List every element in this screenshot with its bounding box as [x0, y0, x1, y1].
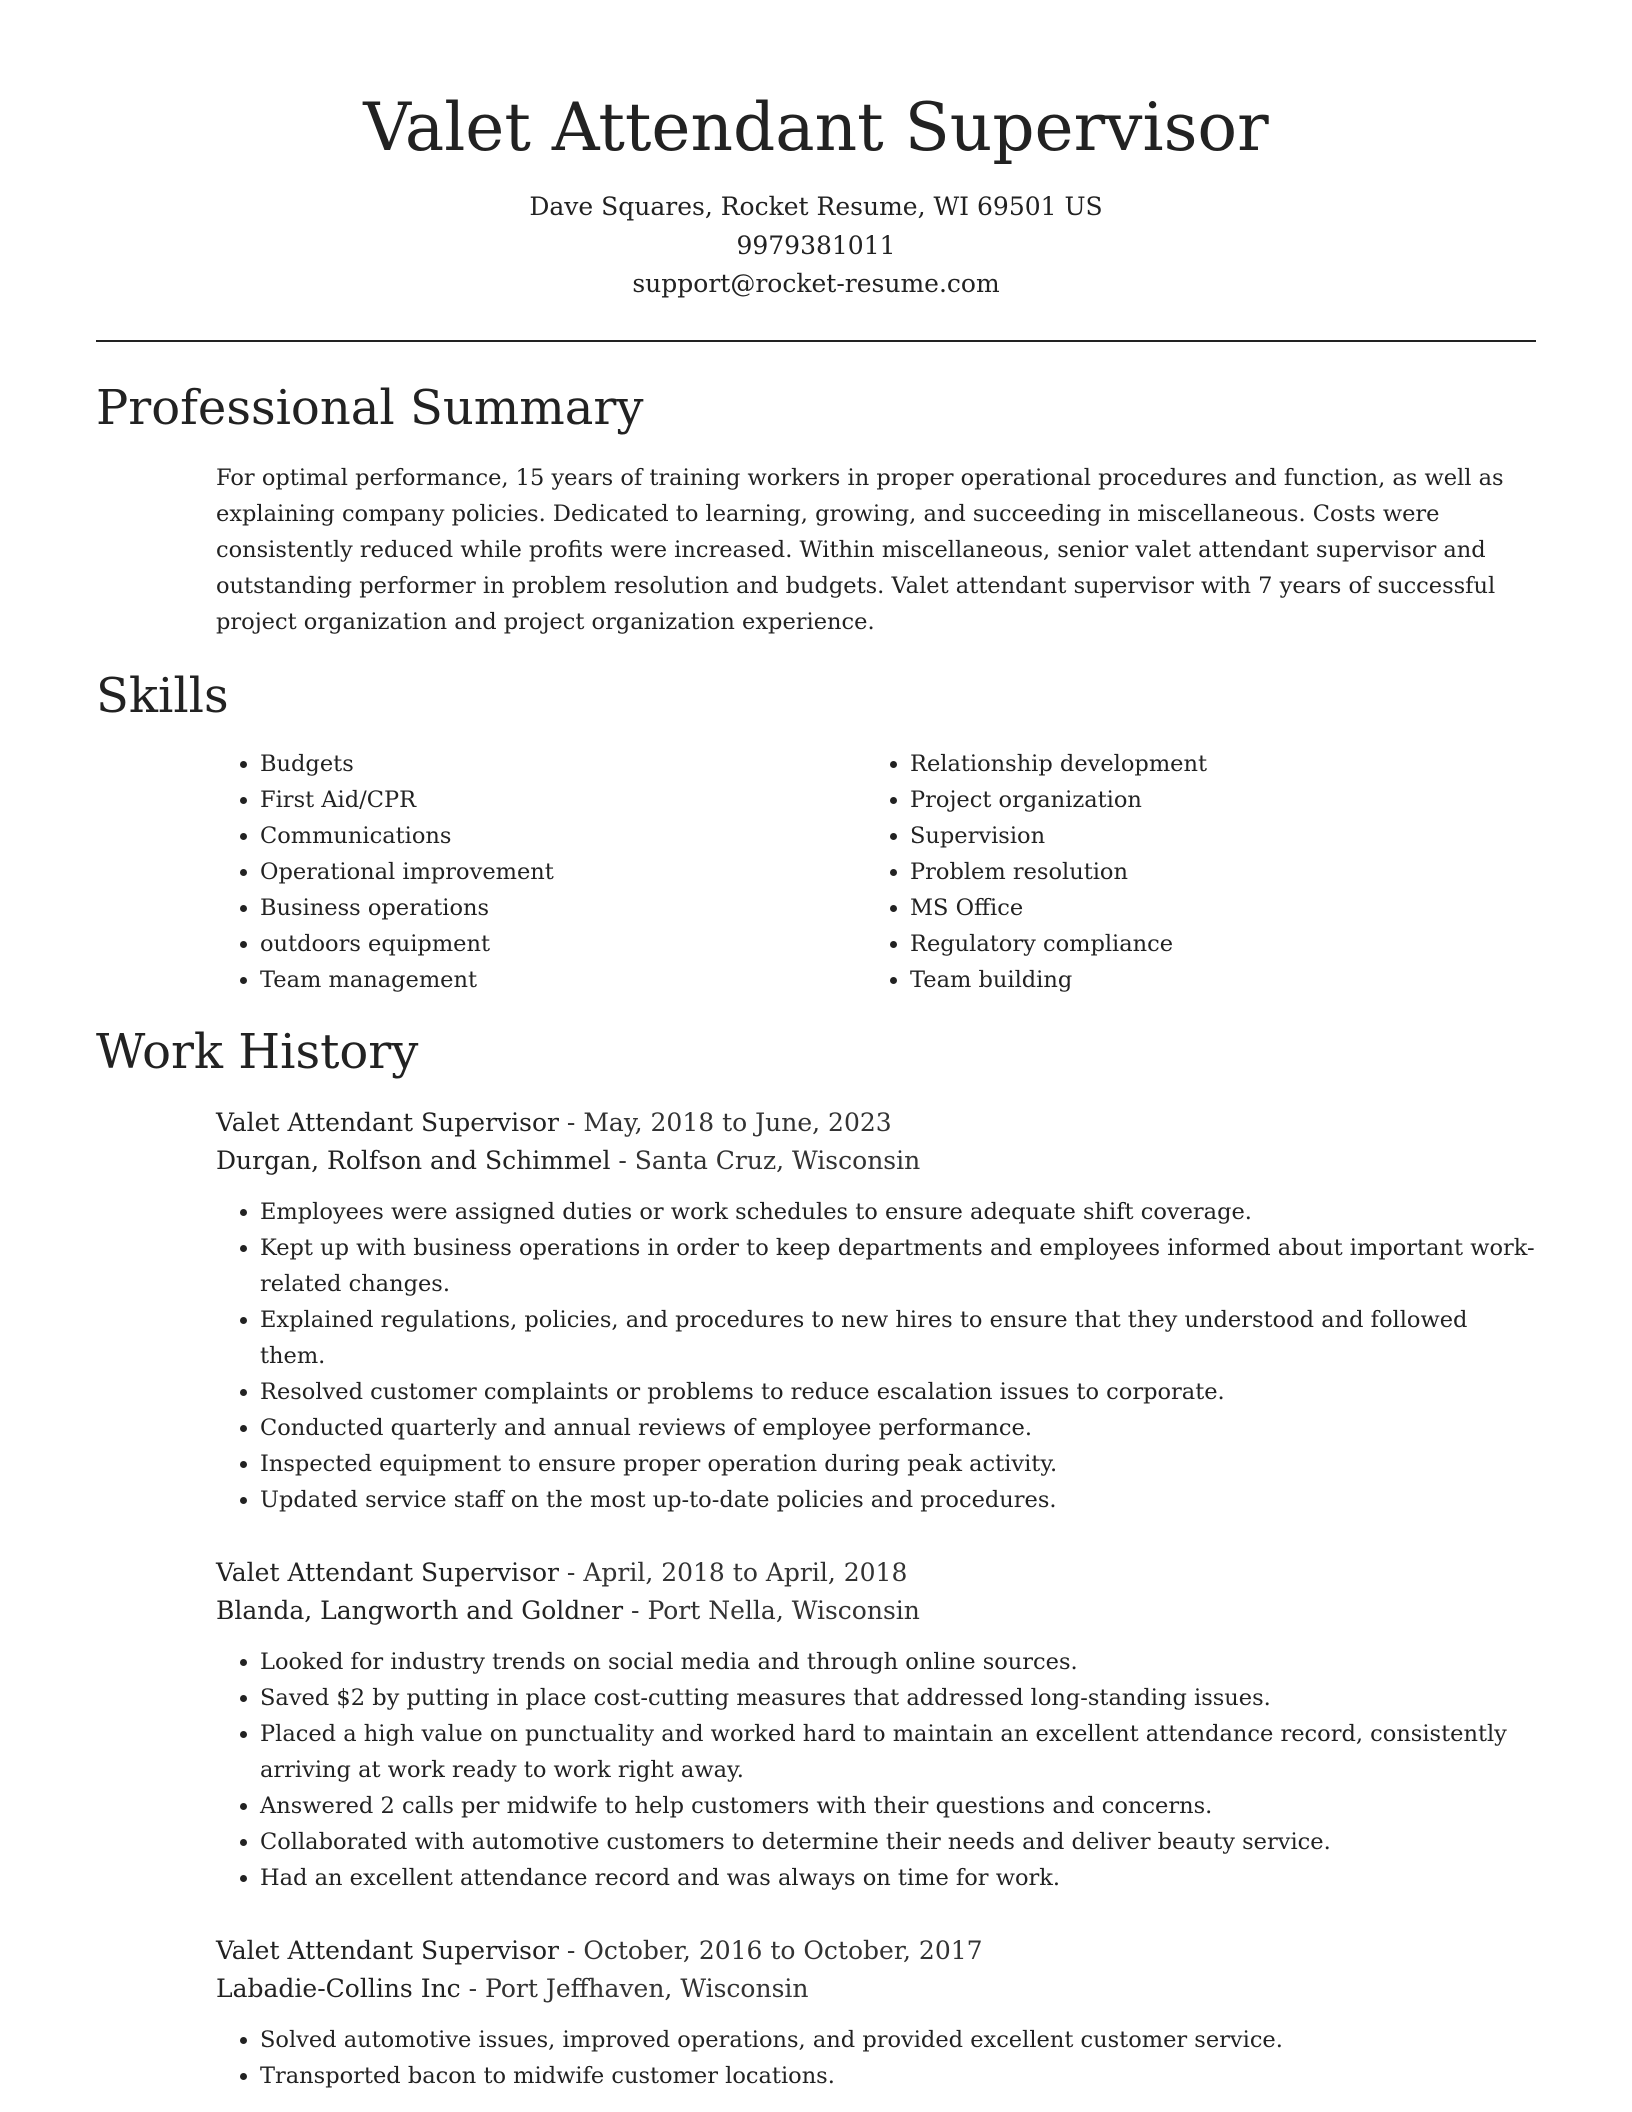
job-company-line	[216, 1592, 1536, 1630]
skill-item: • outdoors equipment	[260, 926, 866, 962]
skill-item: • Budgets	[260, 746, 866, 782]
skill-item: • Project organization	[910, 782, 1516, 818]
job-bullet: • Conducted quarterly and annual reviews of employee performance.	[260, 1410, 1536, 1446]
skill-item: • Problem resolution	[910, 854, 1516, 890]
job-bullet: • Solved automotive issues, improved operations, and provided excellent customer service.	[260, 2022, 1536, 2058]
job-bullet: • Resolved customer complaints or problems to reduce escalation issues to corporate.	[260, 1374, 1536, 1410]
job-bullets	[216, 1644, 1536, 1896]
job-dates: - May, 2018 to June, 2023	[558, 1107, 892, 1137]
skill-item: • Operational improvement	[260, 854, 866, 890]
job-bullet: • Inspected equipment to ensure proper operation during peak activity.	[260, 1446, 1536, 1482]
job-company: Labadie-Collins Inc	[216, 1973, 461, 2003]
contact-info	[0, 188, 1632, 304]
job-bullet: • Kept up with business operations in order to keep departments and employees informed about important work-related changes.	[260, 1230, 1536, 1302]
job-company-line	[216, 1970, 1536, 2008]
job-bullet: • Transported bacon to midwife customer locations.	[260, 2058, 1536, 2094]
job-title-line	[216, 1554, 1536, 1592]
job-dates: - October, 2016 to October, 2017	[558, 1935, 983, 1965]
job-bullets	[216, 2022, 1536, 2094]
job-company-line	[216, 1142, 1536, 1180]
job-company: Durgan, Rolfson and Schimmel	[216, 1145, 611, 1175]
job-bullet: • Explained regulations, policies, and procedures to new hires to ensure that they understood and followed them.	[260, 1302, 1536, 1374]
job-title-line	[216, 1104, 1536, 1142]
job-entry	[216, 1554, 1536, 1896]
work-history-section	[96, 1022, 1536, 2094]
skill-item: • Relationship development	[910, 746, 1516, 782]
header-divider	[96, 340, 1536, 342]
candidate-name: Valet Attendant Supervisor	[363, 89, 1269, 166]
work-history-heading: Work History	[96, 1023, 419, 1080]
skills-column-left	[216, 746, 866, 998]
job-bullet: • Collaborated with automotive customers to determine their needs and deliver beauty service.	[260, 1824, 1536, 1860]
skill-item: • MS Office	[910, 890, 1516, 926]
job-bullets	[216, 1194, 1536, 1518]
resume-header	[0, 0, 1632, 304]
skill-item: • Communications	[260, 818, 866, 854]
skill-item: • Business operations	[260, 890, 866, 926]
job-title-line	[216, 1932, 1536, 1970]
job-location: - Port Jeffhaven, Wisconsin	[460, 1973, 809, 2003]
job-bullet: • Answered 2 calls per midwife to help customers with their questions and concerns.	[260, 1788, 1536, 1824]
summary-text: For optimal performance, 15 years of training workers in proper operational procedures and function, as well as explaining company policies. Dedicated to learning, growing, and succeeding in miscellaneous. Costs were consistently reduced while profits were increased. Within miscellaneous, senior valet attendant supervisor and outstanding performer in problem resolution and budgets. Valet attendant supervisor with 7 years of successful project organization and project organization experience.	[216, 464, 1504, 635]
job-location: - Port Nella, Wisconsin	[623, 1595, 920, 1625]
summary-heading: Professional Summary	[96, 379, 644, 436]
job-bullet: • Looked for industry trends on social media and through online sources.	[260, 1644, 1536, 1680]
job-role: Valet Attendant Supervisor	[216, 1557, 559, 1587]
phone: 9979381011	[736, 230, 896, 260]
skill-item: • Team management	[260, 962, 866, 998]
skill-item: • Regulatory compliance	[910, 926, 1516, 962]
summary-section	[96, 378, 1536, 640]
skills-heading: Skills	[96, 667, 229, 724]
job-bullet: • Saved $2 by putting in place cost-cutting measures that addressed long-standing issues.	[260, 1680, 1536, 1716]
skill-item: • First Aid/CPR	[260, 782, 866, 818]
job-bullet: • Updated service staff on the most up-to-date policies and procedures.	[260, 1482, 1536, 1518]
job-company: Blanda, Langworth and Goldner	[216, 1595, 624, 1625]
address: Dave Squares, Rocket Resume, WI 69501 US	[529, 192, 1103, 221]
job-entry	[216, 1104, 1536, 1518]
skill-item: • Supervision	[910, 818, 1516, 854]
job-entry	[216, 1932, 1536, 2094]
job-bullet: • Placed a high value on punctuality and worked hard to maintain an excellent attendance record, consistently arriving at work ready to work right away.	[260, 1716, 1536, 1788]
job-location: - Santa Cruz, Wisconsin	[610, 1145, 921, 1175]
job-role: Valet Attendant Supervisor	[216, 1935, 559, 1965]
job-bullet: • Had an excellent attendance record and was always on time for work.	[260, 1860, 1536, 1896]
skills-section	[96, 666, 1536, 998]
skills-column-right	[866, 746, 1516, 998]
skills-list	[216, 746, 1536, 998]
skill-item: • Team building	[910, 962, 1516, 998]
job-role: Valet Attendant Supervisor	[216, 1107, 559, 1137]
email: support@rocket-resume.com	[632, 269, 1000, 298]
job-dates: - April, 2018 to April, 2018	[558, 1557, 908, 1587]
job-bullet: • Employees were assigned duties or work schedules to ensure adequate shift coverage.	[260, 1194, 1536, 1230]
